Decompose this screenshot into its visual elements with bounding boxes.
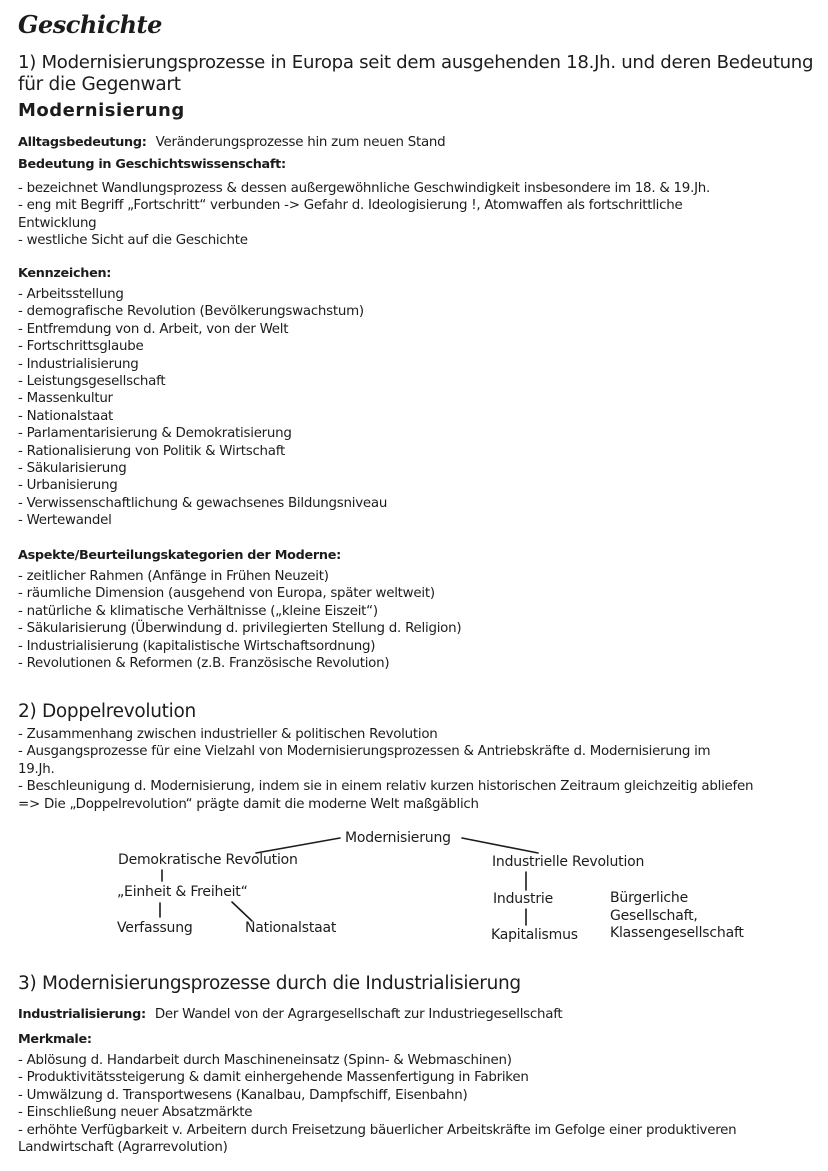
list-item: - Verwissenschaftlichung & gewachsenes Bildungsniveau	[18, 495, 388, 511]
connector-left-leaf2	[232, 902, 252, 921]
list-item: - Fortschrittsglaube	[18, 339, 144, 355]
list-item: - Zusammenhang zwischen industrieller & politischen Revolution	[18, 727, 438, 742]
list-item: - natürliche & klimatische Verhältnisse („kleine Eiszeit“)	[18, 603, 378, 619]
list-item: - Nationalstaat	[18, 408, 114, 424]
diagram-root: Modernisierung	[345, 830, 451, 846]
list-item: - bezeichnet Wandlungsprozess & dessen außergewöhnliche Geschwindigkeit insbesondere im 18. & 19.Jh.	[18, 181, 711, 196]
list-item: - eng mit Begriff „Fortschritt“ verbunden -> Gefahr d. Ideologisierung !, Atomwaffen als fortschrittliche	[18, 198, 683, 214]
page-title: Geschichte	[18, 10, 162, 39]
list-item: - zeitlicher Rahmen (Anfänge in Frühen Neuzeit)	[18, 569, 329, 584]
connector-root-right	[462, 838, 538, 853]
industrialisierung-label: Industrialisierung:	[18, 1007, 146, 1022]
list-item: - Umwälzung d. Transportwesens (Kanalbau, Dampfschiff, Eisenbahn)	[18, 1087, 468, 1103]
alltag-text: Veränderungsprozesse hin zum neuen Stand	[155, 135, 446, 150]
list-item: - Wertewandel	[18, 513, 112, 529]
bedeutung-label: Bedeutung in Geschichtswissenschaft:	[18, 157, 286, 172]
diagram-right-side	[610, 890, 744, 943]
merkmale-label: Merkmale:	[18, 1032, 92, 1047]
list-item: - Revolutionen & Reformen (z.B. Französische Revolution)	[18, 655, 390, 671]
list-item: - Beschleunigung d. Modernisierung, indem sie in einem relativ kurzen historischen Zeitraum gleichzeitig abliefen	[18, 779, 754, 795]
diagram-left-leaf2: Nationalstaat	[245, 920, 337, 936]
list-item: - Massenkultur	[18, 391, 113, 407]
list-item: Landwirtschaft (Agrarrevolution)	[18, 1139, 228, 1155]
kennzeichen-label: Kennzeichen:	[18, 266, 112, 281]
alltag-label: Alltagsbedeutung:	[18, 135, 147, 150]
list-item: - Säkularisierung	[18, 460, 127, 476]
list-item: - Entfremdung von d. Arbeit, von der Welt	[18, 321, 289, 337]
list-item: - Leistungsgesellschaft	[18, 373, 166, 389]
list-item: - Industrialisierung	[18, 356, 139, 372]
list-item: - Ausgangsprozesse für eine Vielzahl von Modernisierungsprozessen & Antriebskräfte d. Modernisierung im	[18, 744, 711, 760]
diagram-right-side-line: Klassengesellschaft	[610, 925, 744, 941]
list-item: - Produktivitätssteigerung & damit einhergehende Massenfertigung in Fabriken	[18, 1070, 529, 1086]
diagram-left-branch: Demokratische Revolution	[118, 852, 298, 868]
industrialisierung-text: Der Wandel von der Agrargesellschaft zur Industriegesellschaft	[154, 1007, 563, 1022]
list-item: => Die „Doppelrevolution“ prägte damit die moderne Welt maßgäblich	[18, 796, 479, 812]
section1-heading-line2: für die Gegenwart	[18, 74, 181, 95]
section2-heading: 2) Doppelrevolution	[18, 701, 196, 722]
section3-heading: 3) Modernisierungsprozesse durch die Industrialisierung	[18, 973, 521, 994]
section1-heading-line1: 1) Modernisierungsprozesse in Europa seit dem ausgehenden 18.Jh. und deren Bedeutung	[18, 52, 814, 73]
list-item: 19.Jh.	[18, 761, 55, 777]
list-item: - demografische Revolution (Bevölkerungswachstum)	[18, 304, 364, 320]
connector-root-left	[256, 838, 340, 853]
diagram-right-branch: Industrielle Revolution	[492, 854, 645, 870]
list-item: - Rationalisierung von Politik & Wirtschaft	[18, 443, 285, 459]
list-item: - Parlamentarisierung & Demokratisierung	[18, 426, 292, 442]
list-item: - erhöhte Verfügbarkeit v. Arbeitern durch Freisetzung bäuerlicher Arbeitskräfte im Gefolge einer produktiveren	[18, 1122, 737, 1138]
list-item: Entwicklung	[18, 215, 97, 231]
merkmale-list	[18, 1052, 736, 1156]
list-item: - Säkularisierung (Überwindung d. privilegierten Stellung d. Religion)	[18, 621, 462, 637]
industrialisierung-row	[18, 1003, 562, 1022]
list-item: - Ablösung d. Handarbeit durch Maschineneinsatz (Spinn- & Webmaschinen)	[18, 1053, 512, 1068]
list-item: - westliche Sicht auf die Geschichte	[18, 233, 248, 249]
diagram-right-side-line: Gesellschaft,	[610, 907, 698, 924]
list-item: - räumliche Dimension (ausgehend von Europa, später weltweit)	[18, 586, 435, 602]
diagram-right-side-line: Bürgerliche	[610, 890, 689, 906]
diagram-left-leaf1: Verfassung	[117, 920, 193, 936]
diagram-right-child: Industrie	[493, 891, 554, 907]
diagram-right-leaf: Kapitalismus	[491, 927, 578, 943]
list-item: - Industrialisierung (kapitalistische Wirtschaftsordnung)	[18, 638, 376, 654]
list-item: - Urbanisierung	[18, 478, 118, 494]
aspekte-label: Aspekte/Beurteilungskategorien der Moderne:	[18, 548, 341, 563]
section1-subheading: Modernisierung	[18, 100, 185, 121]
list-item: - Einschließung neuer Absatzmärkte	[18, 1105, 253, 1121]
list-item: - Arbeitsstellung	[18, 287, 124, 302]
diagram-left-child: „Einheit & Freiheit“	[117, 884, 248, 900]
